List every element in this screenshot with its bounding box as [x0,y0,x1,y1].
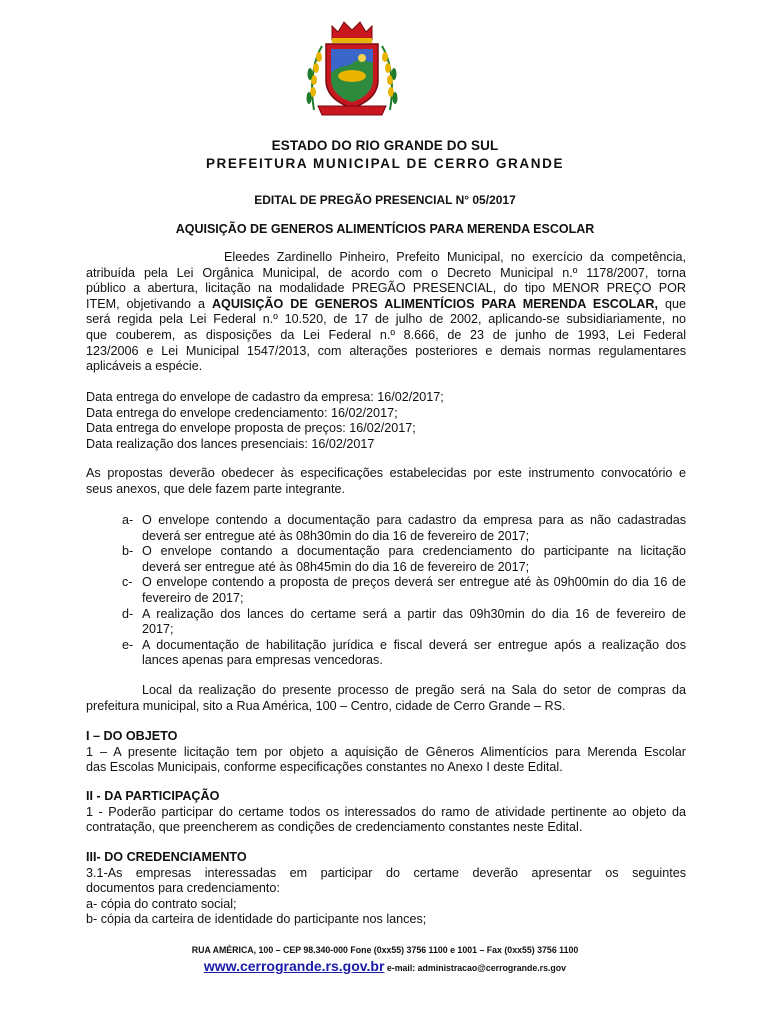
section-object [86,729,686,776]
intro-line: 123/2006 e Lei Municipal 1547/2013, com alterações posteriores e demais normas regulamentares [86,343,686,358]
municipal-coat-of-arms [304,18,400,118]
section-line: b- cópia da carteira de identidade do participante nos lances; [86,912,427,927]
envelope-list [86,513,686,669]
footer-contact [0,958,770,976]
municipality-heading: PREFEITURA MUNICIPAL DE CERRO GRANDE [205,156,565,171]
date-line: Data realização dos lances presenciais: 16/02/2017 [86,436,375,451]
list-item-text: fevereiro de 2017; [142,590,244,605]
list-item-text: A documentação de habilitação jurídica e fiscal deverá ser entregue após a realização dos [142,637,686,652]
section-accreditation [86,850,686,928]
dates-block [86,390,686,452]
list-item-text: O envelope contendo a documentação para cadastro da empresa para as não cadastradas [142,513,686,527]
location-line: Local da realização do presente processo de pregão será na Sala do setor de compras da [142,683,686,697]
list-item-text: A realização dos lances do certame será a partir das 09h30min do dia 16 de fevereiro de [142,606,686,621]
list-item-label: c- [122,575,133,590]
section-line: a- cópia do contrato social; [86,896,237,911]
list-item-text: lances apenas para empresas vencedoras. [142,653,383,668]
list-item [86,544,686,575]
intro-line: será regida pela Lei Federal n.º 10.520, de 17 de julho de 2002, aplicando-se subsidiariamente, no [86,312,686,327]
proposals-paragraph [86,466,686,497]
section-line: das Escolas Municipais, conforme especificações constantes no Anexo I deste Edital. [86,760,563,775]
proposals-line: seus anexos, que dele fazem parte integrante. [86,481,346,496]
section-title: I – DO OBJETO [86,729,178,743]
list-item-label: b- [122,544,134,559]
footer-address: RUA AMÉRICA, 100 – CEP 98.340-000 Fone (0xx55) 3756 1100 e 1001 – Fax (0xx55) 3756 1100 [191,945,579,955]
location-line: prefeitura municipal, sito a Rua América, 100 – Centro, cidade de Cerro Grande – RS. [86,698,566,713]
date-line: Data entrega do envelope proposta de preços: 16/02/2017; [86,421,416,436]
state-heading: ESTADO DO RIO GRANDE DO SUL [271,138,499,153]
list-item-text: 2017; [142,622,174,637]
edital-title: EDITAL DE PREGÃO PRESENCIAL N° 05/2017 [254,193,516,207]
intro-line: que [658,296,686,311]
intro-line: que couberem, as disposições da Lei Federal n.º 8.666, de 23 de junho de 1993, Lei Federal [86,327,686,342]
intro-line: ITEM, objetivando a [86,296,212,311]
intro-bold-subject: AQUISIÇÃO DE GENEROS ALIMENTÍCIOS PARA MERENDA ESCOLAR, [211,296,658,311]
list-item [86,575,686,606]
website-link[interactable]: www.cerrogrande.rs.gov.br [203,958,385,974]
location-paragraph [86,683,686,714]
section-line: 1 – A presente licitação tem por objeto a aquisição de Gêneros Alimentícios para Merenda Escolar [86,744,686,759]
list-item-label: e- [122,637,134,652]
list-item-text: O envelope contando a documentação para credenciamento do participante na licitação [142,544,686,559]
section-line: contratação, que preencherem as condições de credenciamento constantes neste Edital. [86,820,583,835]
section-line: 1 - Poderão participar do certame todos os interessados do ramo de atividade pertinente ao objeto da [86,804,686,819]
intro-line: público a abertura, licitação na modalidade PREGÃO PRESENCIAL, do tipo MENOR PREÇO POR [86,281,686,296]
list-item [86,607,686,638]
intro-paragraph [86,250,686,375]
subject-title: AQUISIÇÃO DE GENEROS ALIMENTÍCIOS PARA MERENDA ESCOLAR [175,222,595,236]
section-line: documentos para credenciamento: [86,881,280,896]
list-item-text: O envelope contendo a proposta de preços deverá ser entregue até às 09h00min do dia 16 de [142,575,686,590]
date-line: Data entrega do envelope credenciamento: 16/02/2017; [86,405,398,420]
date-line: Data entrega do envelope de cadastro da empresa: 16/02/2017; [86,390,444,404]
intro-line: aplicáveis a espécie. [86,359,203,374]
list-item-text: deverá ser entregue até às 08h45min do dia 16 de fevereiro de 2017; [142,559,530,574]
list-item [86,513,686,544]
section-line: 3.1-As empresas interessadas em participar do certame deverão apresentar os seguintes [86,865,686,880]
list-item-label: d- [122,606,134,621]
section-title: III- DO CREDENCIAMENTO [86,850,247,864]
list-item [86,638,686,669]
footer-email: e-mail: administracao@cerrogrande.rs.gov [384,963,567,973]
intro-line: atribuída pela Lei Orgânica Municipal, de acordo com o Decreto Municipal n.º 1178/2007, torna [86,265,686,280]
section-participation [86,789,686,836]
intro-line: Eleedes Zardinello Pinheiro, Prefeito Municipal, no exercício da competência, [224,250,686,264]
list-item-label: a- [122,513,134,527]
section-title: II - DA PARTICIPAÇÃO [86,789,220,803]
proposals-line: As propostas deverão obedecer às especificações estabelecidas por este instrumento convocatório e [86,466,686,480]
list-item-text: deverá ser entregue até às 08h30min do dia 16 de fevereiro de 2017; [142,528,530,543]
